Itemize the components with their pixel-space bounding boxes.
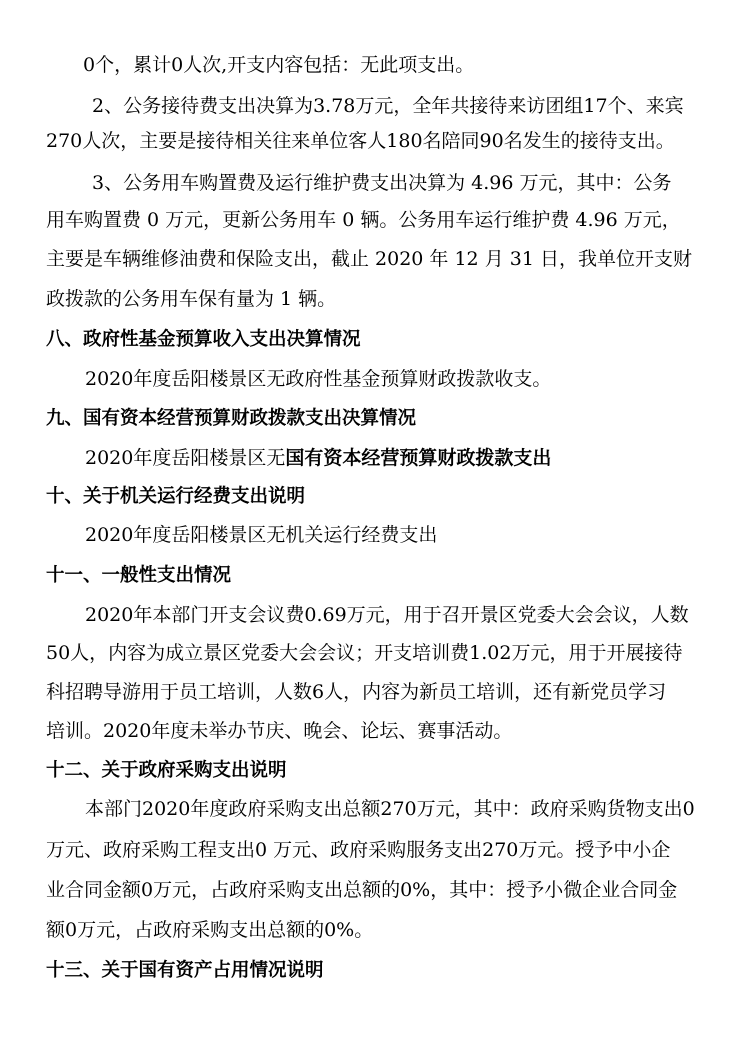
paragraph-line <box>85 796 744 822</box>
section-heading <box>46 327 744 353</box>
paragraph-line <box>46 246 744 272</box>
paragraph-line <box>92 93 744 119</box>
paragraph-text: 2、公务接待费支出决算为3.78万元，全年共接待来访团组17个、来宾 <box>92 95 684 117</box>
paragraph-line <box>46 128 744 154</box>
paragraph-text: 50人，内容为成立景区党委大会会议；开支培训费1.02万元，用于开展接待 <box>46 642 683 664</box>
paragraph-text: 本部门2020年度政府采购支出总额270万元，其中：政府采购货物支出0 <box>85 798 695 820</box>
paragraph-line <box>46 917 744 943</box>
paragraph-text: 万元、政府采购工程支出0 万元、政府采购服务支出270万元。授予中小企 <box>46 839 671 861</box>
paragraph-text: 0个，累计0人次,开支内容包括：无此项支出。 <box>83 54 475 76</box>
paragraph-line <box>92 170 744 196</box>
paragraph-text: 3、公务用车购置费及运行维护费支出决算为 4.96 万元，其中：公务 <box>92 172 672 194</box>
paragraph-line <box>46 837 744 863</box>
section-heading-text: 十、关于机关运行经费支出说明 <box>46 486 306 507</box>
paragraph-text: 培训。2020年度未举办节庆、晚会、论坛、赛事活动。 <box>46 720 513 742</box>
section-heading <box>46 958 744 984</box>
paragraph-line <box>85 602 744 628</box>
paragraph-bold-text: 国有资本经营预算财政拨款支出 <box>285 447 552 469</box>
paragraph-line <box>83 52 744 78</box>
section-heading <box>46 406 744 432</box>
paragraph-text: 额0万元，占政府采购支出总额的0%。 <box>46 919 374 941</box>
section-heading-text: 九、国有资本经营预算财政拨款支出决算情况 <box>46 408 417 429</box>
paragraph-line <box>46 877 744 903</box>
section-heading <box>46 484 744 510</box>
paragraph-text: 2020年度岳阳楼景区无政府性基金预算财政拨款收支。 <box>85 368 552 390</box>
paragraph-text: 2020年度岳阳楼景区无机关运行经费支出 <box>85 524 438 546</box>
section-heading-text: 十三、关于国有资产占用情况说明 <box>46 960 324 981</box>
paragraph-text: 2020年本部门开支会议费0.69万元，用于召开景区党委大会会议，人数 <box>85 604 689 626</box>
paragraph-line <box>46 286 744 312</box>
paragraph-text: 业合同金额0万元，占政府采购支出总额的0%，其中：授予小微企业合同金 <box>46 879 678 901</box>
section-heading-text: 十一、一般性支出情况 <box>46 565 232 586</box>
paragraph-line <box>85 445 744 471</box>
paragraph-text: 2020年度岳阳楼景区无 <box>85 447 286 469</box>
paragraph-line <box>46 718 744 744</box>
paragraph-line <box>46 640 744 666</box>
paragraph-line <box>85 366 744 392</box>
section-heading-text: 十二、关于政府采购支出说明 <box>46 760 287 781</box>
paragraph-line <box>46 207 744 233</box>
paragraph-line <box>46 679 744 705</box>
paragraph-text: 科招聘导游用于员工培训，人数6人，内容为新员工培训，还有新党员学习 <box>46 681 667 703</box>
section-heading <box>46 563 744 589</box>
paragraph-line <box>85 522 744 548</box>
section-heading <box>46 758 744 784</box>
paragraph-text: 政拨款的公务用车保有量为 1 辆。 <box>46 288 337 310</box>
section-heading-text: 八、政府性基金预算收入支出决算情况 <box>46 329 361 350</box>
paragraph-text: 270人次，主要是接待相关往来单位客人180名陪同90名发生的接待支出。 <box>46 130 675 152</box>
paragraph-text: 用车购置费 0 万元，更新公务用车 0 辆。公务用车运行维护费 4.96 万元， <box>46 209 681 231</box>
paragraph-text: 主要是车辆维修油费和保险支出，截止 2020 年 12 月 31 日，我单位开支财 <box>46 248 692 270</box>
